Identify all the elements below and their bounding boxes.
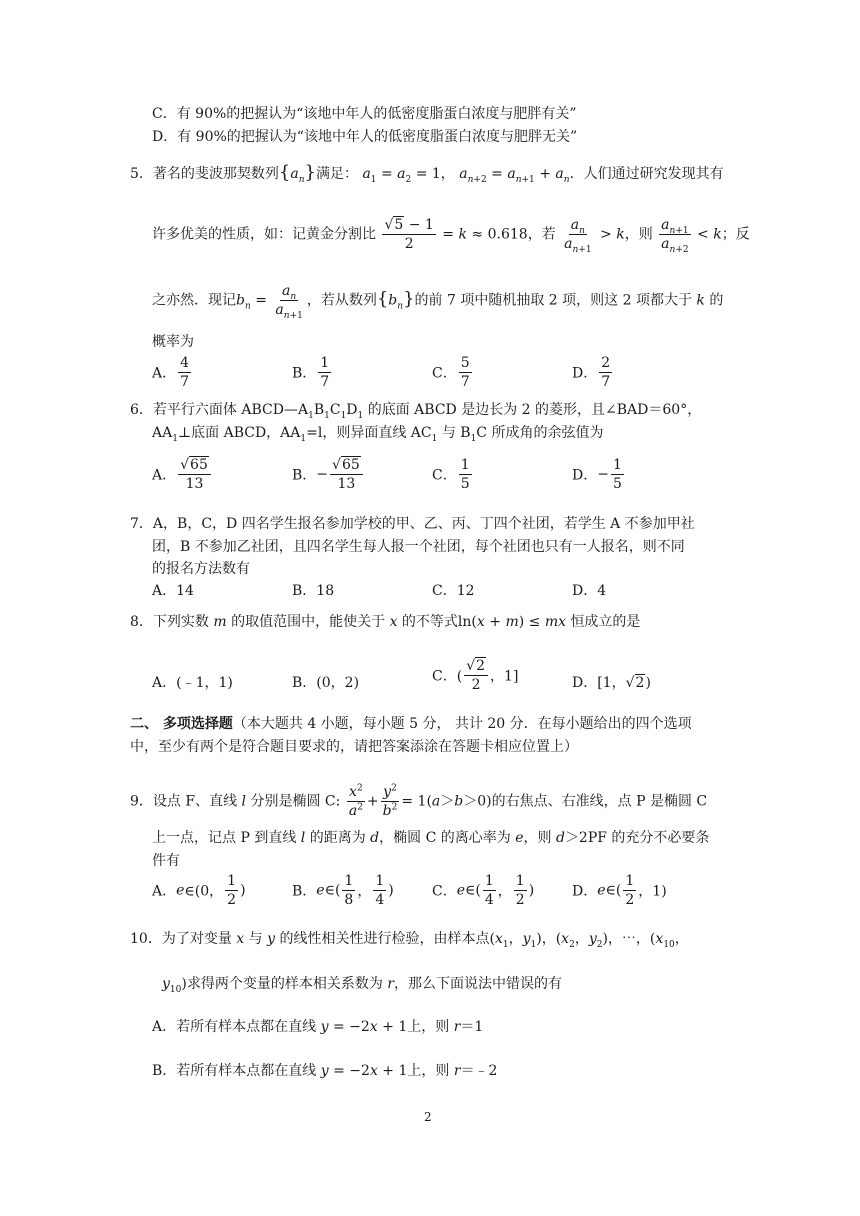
q6-line-1: 6．若平行六面体 $ABCD—A_1B_1C_1D_1$ 的底面 ABCD 是边长为 2 的菱形，且∠BAD＝60°，: [130, 402, 702, 421]
q6-option-a: A． $\frac{√65}{13}$: [152, 456, 213, 493]
q9-line-2: 上一点，记点 P 到直线 l 的距离为 d，椭圆 C 的离心率为 e，则 d＞2PF 的充分不必要条: [152, 830, 710, 846]
q8-option-a: A．(﹣1，1): [152, 675, 233, 691]
golden-ratio-fraction: $\frac{√5 - 1}{2}$: [384, 217, 434, 252]
q7-option-d: D．4: [572, 583, 607, 599]
q8-option-d: D．[1，√2): [572, 675, 651, 691]
q9-option-d: D．e∈( $\frac{1}{2}$ ，1): [572, 873, 667, 908]
page-number: 2: [424, 1110, 432, 1124]
q5-line-4: 概率为: [152, 334, 194, 350]
q6-line-2: $AA_1\perp$底面 ABCD，$AA_1=l$，则异面直线 $AC_1$ 与 $B_1C$ 所成角的余弦值为: [152, 425, 604, 444]
q6-option-b: B．− $\frac{√65}{13}$: [292, 456, 365, 493]
q7-option-a: A．14: [152, 583, 194, 599]
q6-option-d: D．− $\frac{1}{5}$: [572, 457, 622, 492]
q5-number: 5．: [130, 166, 153, 182]
q6-option-c: C． $\frac{1}{5}$: [432, 457, 470, 492]
q5-option-a: A． $\frac{4}{7}$: [152, 355, 190, 390]
q4-option-d: D．有 90%的把握认为“该地中年人的低密度脂蛋白浓度与肥胖无关”: [152, 129, 578, 145]
q9-option-a: A．e∈(0， $\frac{1}{2}$ ): [152, 873, 246, 908]
q10-option-b: B．若所有样本点都在直线 y = −2x + 1上，则 r＝﹣2: [152, 1063, 498, 1079]
q8-option-c: C．( $\frac{√2}{2}$ ，1]: [432, 658, 519, 693]
q8-line-1: 8．下列实数 m 的取值范围中，能使关于 x 的不等式ln(x + m) ≤ mx 恒成立的是: [130, 614, 641, 630]
q7-line-3: 的报名方法数有: [152, 561, 250, 577]
q10-option-a: A．若所有样本点都在直线 y = −2x + 1上，则 r＝1: [152, 1019, 484, 1035]
q5-line-3: 之亦然．现记$b_n$ = $\frac{a_n}{a_{n+1}}$ ，若从数列$\{b_n\}$的前 7 项中随机抽取 2 项，则这 2 项都大于 k 的: [152, 283, 724, 321]
q10-line-1: 10．为了对变量 x 与 y 的线性相关性进行检验，由样本点($x_1$，$y_1$)，($x_2$，$y_2$)，⋯，($x_{10}$，: [130, 931, 689, 950]
section-2-heading: 二、 多项选择题（本大题共 4 小题，每小题 5 分， 共计 20 分．在每小题给出的四个选项: [130, 716, 692, 732]
q7-line-2: 团，B 不参加乙社团，且四名学生每人报一个社团，每个社团也只有一人报名，则不同: [152, 539, 685, 555]
q5-option-d: D． $\frac{2}{7}$: [572, 355, 611, 390]
q4-option-c: C．有 90%的把握认为“该地中年人的低密度脂蛋白浓度与肥胖有关”: [152, 106, 577, 122]
q7-option-b: B．18: [292, 583, 335, 599]
q7-line-1: 7．A，B，C，D 四名学生报名参加学校的甲、乙、丙、丁四个社团，若学生 A 不参加甲社: [130, 516, 695, 532]
q9-option-b: B．e∈( $\frac{1}{8}$ ， $\frac{1}{4}$ ): [292, 873, 394, 908]
q5-line-2: 许多优美的性质，如：记黄金分割比 $\frac{√5 - 1}{2}$ = k ≈ 0.618，若 $\frac{a_n}{a_{n+1}}$ > k，则 $\frac{a_{n+1}}{a_{n+2}}$ < k；反: [152, 217, 750, 255]
q9-line-1: 9．设点 F、直线 l 分别是椭圆 C: $\frac{x^2}{a^2}$ + $\frac{y^2}{b^2}$ = 1(a＞b＞0)的右焦点、右准线，点 P 是椭圆 C: [130, 783, 708, 819]
q5-option-c: C． $\frac{5}{7}$: [432, 355, 470, 390]
q8-option-b: B．(0，2): [292, 675, 360, 691]
q7-option-c: C．12: [432, 583, 475, 599]
section-2-instructions: 中，至少有两个是符合题目要求的，请把答案添涂在答题卡相应位置上）: [130, 739, 578, 755]
q9-option-c: C．e∈( $\frac{1}{4}$ ， $\frac{1}{2}$ ): [432, 873, 535, 908]
q5-line-1: 5．著名的斐波那契数列$\{a_n\}$满足： $a_1 = a_2 = 1$， $a_{n+2} = a_{n+1} + a_n$．人们通过研究发现其有: [130, 162, 724, 185]
q5-option-b: B． $\frac{1}{7}$: [292, 355, 330, 390]
q10-line-2: $y_{10}$)求得两个变量的样本相关系数为 r，那么下面说法中错误的有: [162, 976, 562, 995]
q9-line-3: 件有: [152, 853, 180, 869]
